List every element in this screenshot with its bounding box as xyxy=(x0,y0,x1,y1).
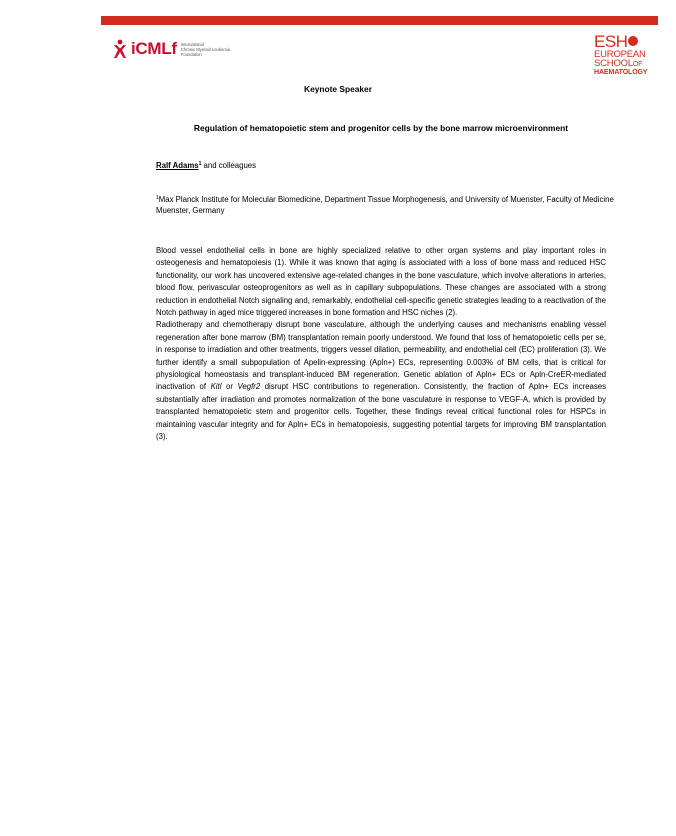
esh-dot-icon xyxy=(628,36,638,46)
session-label: Keynote Speaker xyxy=(304,84,372,94)
gene-kitl: Kitl xyxy=(210,382,222,392)
abstract-title: Regulation of hematopoietic stem and progenitor cells by the bone marrow microenvironment xyxy=(193,123,569,133)
author-superscript: 1 xyxy=(198,161,202,167)
esh-school: SCHOOLOF xyxy=(594,58,643,69)
esh-logo xyxy=(594,34,656,77)
abstract-body xyxy=(156,245,606,444)
icmlf-logo xyxy=(112,38,230,60)
gene-vegfr2: Vegfr2 xyxy=(237,382,261,392)
author-name: Ralf Adams xyxy=(156,161,199,170)
affiliation xyxy=(156,193,616,216)
affiliation-superscript: 1 xyxy=(156,195,159,201)
esh-haematology: HAEMATOLOGY xyxy=(594,69,648,76)
esh-mark: ESH xyxy=(594,34,656,50)
icmlf-figure-icon xyxy=(112,39,128,59)
author-suffix: and colleagues xyxy=(201,161,257,170)
affiliation-line2: Muenster, Germany xyxy=(156,205,225,215)
affiliation-line1: Max Planck Institute for Molecular Biomedicine, Department Tissue Morphogenesis, and University of Muenster, Faculty of Medicine xyxy=(158,195,614,204)
top-accent-bar xyxy=(101,16,658,25)
icmlf-subtitle: International Chronic Myeloid Leukemia Foundation xyxy=(180,41,231,57)
abstract-paragraph-1: Blood vessel endothelial cells in bone are highly specialized relative to other organ systems and play important roles in osteogenesis and hematopoiesis (1). While it was known that aging is associated with a loss of bone mass and reduced HSC functionality, our work has uncovered extensive age-related changes in the bone vasculature, which involve alterations in arteries, blood flow, perivascular osteoprogenitors as well as in capillary subpopulations. These changes are associated with a strong reduction in endothelial Notch signaling and, remarkably, endothelial cell-specific genetic strategies leading to a reactivation of the Notch pathway in aged mice triggered increases in bone formation and HSC niches (2). xyxy=(156,246,606,318)
abstract-paragraph-2: Radiotherapy and chemotherapy disrupt bone vasculature, although the underlying causes and mechanisms enabling vessel regeneration after bone marrow (BM) transplantation remain poorly understood. We found that loss of hematopoietic cells per se, in response to irradiation and other treatments, triggers vessel dilation, permeability, and endothelial cell (EC) proliferation (3). We further identify a small subpopulation of Apelin-expressing (Apln+) ECs, representing 0.003% of BM cells, that is critical for physiological homeostasis and transplant-induced BM regeneration. Genetic ablation of Apln+ ECs or Apln-CreER-mediated inactivation of Kitl or Vegfr2 disrupt HSC contributions to regeneration. Consistently, the fraction of Apln+ ECs increases substantially after irradiation and promotes normalization of the bone vasculature in response to VEGF-A, which is provided by transplanted hematopoietic stem and progenitor cells. Together, these findings reveal critical functional roles for HSPCs in maintaining vascular integrity and for Apln+ ECs in hematopoiesis, suggesting potential targets for improving BM transplantation (3). xyxy=(156,320,607,442)
esh-european: EUROPEAN xyxy=(594,49,646,60)
icmlf-wordmark: iCMLf xyxy=(131,39,177,58)
author-line xyxy=(156,161,256,170)
